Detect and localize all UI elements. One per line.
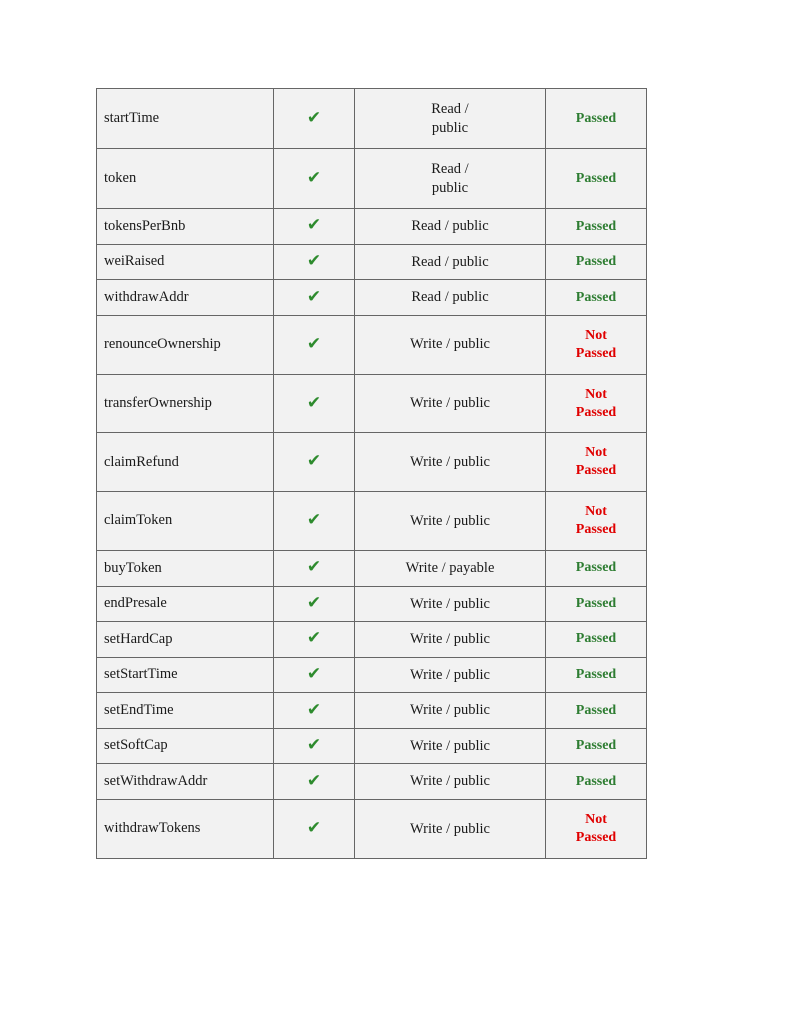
- function-name-cell: [97, 728, 274, 764]
- status-badge: Not Passed: [575, 504, 617, 538]
- table-row: [97, 492, 647, 551]
- check-cell: [274, 374, 355, 433]
- table-row: [97, 728, 647, 764]
- function-name-label: withdrawAddr: [104, 288, 189, 305]
- checkmark-icon: ✔: [306, 286, 322, 307]
- visibility-type-cell: [355, 551, 546, 587]
- status-badge: Passed: [575, 218, 617, 234]
- status-cell: [546, 728, 647, 764]
- visibility-type-cell: [355, 622, 546, 658]
- visibility-type-cell: [355, 657, 546, 693]
- status-cell: [546, 433, 647, 492]
- visibility-type-cell: [355, 244, 546, 280]
- status-cell: [546, 799, 647, 858]
- checkmark-icon: ✔: [306, 251, 322, 271]
- status-cell: [546, 244, 647, 280]
- checkmark-icon: ✔: [306, 557, 322, 578]
- status-badge: Passed: [575, 170, 617, 186]
- status-badge: Passed: [575, 738, 617, 754]
- check-cell: [274, 693, 355, 729]
- checkmark-icon: ✔: [306, 735, 322, 756]
- function-name-cell: [97, 244, 274, 280]
- status-cell: [546, 586, 647, 622]
- function-name-cell: [97, 764, 274, 800]
- visibility-type-label: Write / public: [410, 395, 490, 412]
- status-badge: Not Passed: [575, 386, 617, 420]
- visibility-type-cell: [355, 280, 546, 316]
- visibility-type-cell: [355, 374, 546, 433]
- status-badge: Passed: [575, 702, 617, 718]
- table-row: [97, 586, 647, 622]
- check-cell: [274, 244, 355, 280]
- function-name-cell: [97, 209, 274, 245]
- check-cell: [274, 492, 355, 551]
- visibility-type-cell: [355, 149, 546, 209]
- visibility-type-cell: [355, 764, 546, 800]
- status-cell: [546, 280, 647, 316]
- status-cell: [546, 764, 647, 800]
- function-name-cell: [97, 374, 274, 433]
- visibility-type-cell: [355, 799, 546, 858]
- status-cell: [546, 657, 647, 693]
- checkmark-icon: ✔: [306, 392, 322, 413]
- checkmark-icon: ✔: [306, 451, 322, 472]
- function-name-label: claimToken: [104, 512, 173, 529]
- visibility-type-label: Write / public: [410, 702, 490, 719]
- status-cell: [546, 149, 647, 209]
- function-name-cell: [97, 433, 274, 492]
- function-name-cell: [97, 799, 274, 858]
- visibility-type-label: Write / public: [410, 820, 490, 837]
- status-cell: [546, 315, 647, 374]
- visibility-type-label: Write / payable: [405, 560, 495, 577]
- check-cell: [274, 433, 355, 492]
- function-name-label: renounceOwnership: [104, 336, 221, 353]
- status-badge: Passed: [575, 560, 617, 576]
- visibility-type-label: Write / public: [410, 454, 490, 471]
- visibility-type-cell: [355, 433, 546, 492]
- status-badge: Passed: [575, 773, 617, 789]
- function-name-label: withdrawTokens: [104, 820, 201, 837]
- status-badge: Passed: [575, 289, 617, 305]
- visibility-type-cell: [355, 728, 546, 764]
- check-cell: [274, 586, 355, 622]
- status-badge: Passed: [575, 254, 617, 270]
- visibility-type-cell: [355, 586, 546, 622]
- function-name-label: weiRaised: [104, 253, 165, 270]
- checkmark-icon: ✔: [306, 510, 322, 531]
- function-name-cell: [97, 149, 274, 209]
- table-row: [97, 374, 647, 433]
- status-cell: [546, 622, 647, 658]
- checkmark-icon: ✔: [306, 215, 322, 236]
- table-body: [97, 89, 647, 859]
- status-badge: Passed: [575, 667, 617, 683]
- function-name-cell: [97, 586, 274, 622]
- checkmark-icon: ✔: [306, 107, 322, 128]
- visibility-type-label: Write / public: [410, 631, 490, 648]
- check-cell: [274, 149, 355, 209]
- visibility-type-label: Write / public: [410, 773, 490, 790]
- table-row: [97, 551, 647, 587]
- table-row: [97, 799, 647, 858]
- function-name-label: setStartTime: [104, 666, 178, 683]
- visibility-type-label: Write / public: [410, 512, 490, 529]
- function-name-cell: [97, 492, 274, 551]
- checkmark-icon: ✔: [306, 628, 322, 649]
- table-row: [97, 764, 647, 800]
- visibility-type-label: Write / public: [410, 595, 490, 612]
- visibility-type-label: Read / public: [411, 253, 489, 270]
- visibility-type-cell: [355, 209, 546, 245]
- check-cell: [274, 764, 355, 800]
- status-badge: Not Passed: [575, 445, 617, 479]
- function-name-cell: [97, 315, 274, 374]
- function-name-cell: [97, 280, 274, 316]
- table-row: [97, 149, 647, 209]
- visibility-type-label: Read / public: [431, 101, 469, 136]
- check-cell: [274, 89, 355, 149]
- visibility-type-label: Read / public: [431, 161, 469, 196]
- status-badge: Not Passed: [575, 811, 617, 845]
- check-cell: [274, 280, 355, 316]
- check-cell: [274, 622, 355, 658]
- table-row: [97, 280, 647, 316]
- status-badge: Passed: [575, 631, 617, 647]
- function-audit-table: [96, 88, 647, 859]
- check-cell: [274, 209, 355, 245]
- visibility-type-label: Read / public: [411, 218, 489, 235]
- visibility-type-cell: [355, 693, 546, 729]
- status-badge: Passed: [575, 110, 617, 126]
- table-row: [97, 433, 647, 492]
- check-cell: [274, 551, 355, 587]
- check-cell: [274, 728, 355, 764]
- function-name-label: buyToken: [104, 559, 162, 576]
- checkmark-icon: ✔: [306, 592, 322, 613]
- check-cell: [274, 315, 355, 374]
- checkmark-icon: ✔: [306, 770, 322, 791]
- visibility-type-cell: [355, 492, 546, 551]
- table-row: [97, 693, 647, 729]
- table-row: [97, 209, 647, 245]
- status-cell: [546, 492, 647, 551]
- checkmark-icon: ✔: [306, 663, 322, 684]
- visibility-type-label: Read / public: [411, 289, 489, 306]
- visibility-type-cell: [355, 89, 546, 149]
- function-name-label: setHardCap: [104, 630, 173, 647]
- visibility-type-label: Write / public: [410, 666, 490, 683]
- checkmark-icon: ✔: [306, 817, 322, 838]
- table-row: [97, 315, 647, 374]
- status-cell: [546, 551, 647, 587]
- status-cell: [546, 693, 647, 729]
- function-name-label: setEndTime: [104, 701, 174, 718]
- table-row: [97, 657, 647, 693]
- checkmark-icon: ✔: [306, 333, 322, 354]
- function-name-cell: [97, 622, 274, 658]
- function-name-cell: [97, 89, 274, 149]
- check-cell: [274, 799, 355, 858]
- function-name-label: token: [104, 169, 137, 186]
- visibility-type-label: Write / public: [410, 336, 490, 353]
- function-name-label: claimRefund: [104, 453, 179, 470]
- status-badge: Not Passed: [575, 327, 617, 361]
- status-cell: [546, 89, 647, 149]
- function-name-cell: [97, 657, 274, 693]
- visibility-type-cell: [355, 315, 546, 374]
- status-badge: Passed: [575, 595, 617, 611]
- function-name-label: endPresale: [104, 595, 167, 612]
- function-name-label: tokensPerBnb: [104, 217, 186, 234]
- audit-table-container: [96, 88, 644, 859]
- table-row: [97, 622, 647, 658]
- check-cell: [274, 657, 355, 693]
- table-row: [97, 89, 647, 149]
- visibility-type-label: Write / public: [410, 737, 490, 754]
- function-name-label: setWithdrawAddr: [104, 772, 208, 789]
- function-name-label: startTime: [104, 109, 160, 126]
- function-name-label: transferOwnership: [104, 394, 212, 411]
- checkmark-icon: ✔: [306, 699, 322, 720]
- function-name-cell: [97, 693, 274, 729]
- checkmark-icon: ✔: [306, 167, 322, 188]
- status-cell: [546, 374, 647, 433]
- table-row: [97, 244, 647, 280]
- function-name-label: setSoftCap: [104, 737, 168, 754]
- status-cell: [546, 209, 647, 245]
- function-name-cell: [97, 551, 274, 587]
